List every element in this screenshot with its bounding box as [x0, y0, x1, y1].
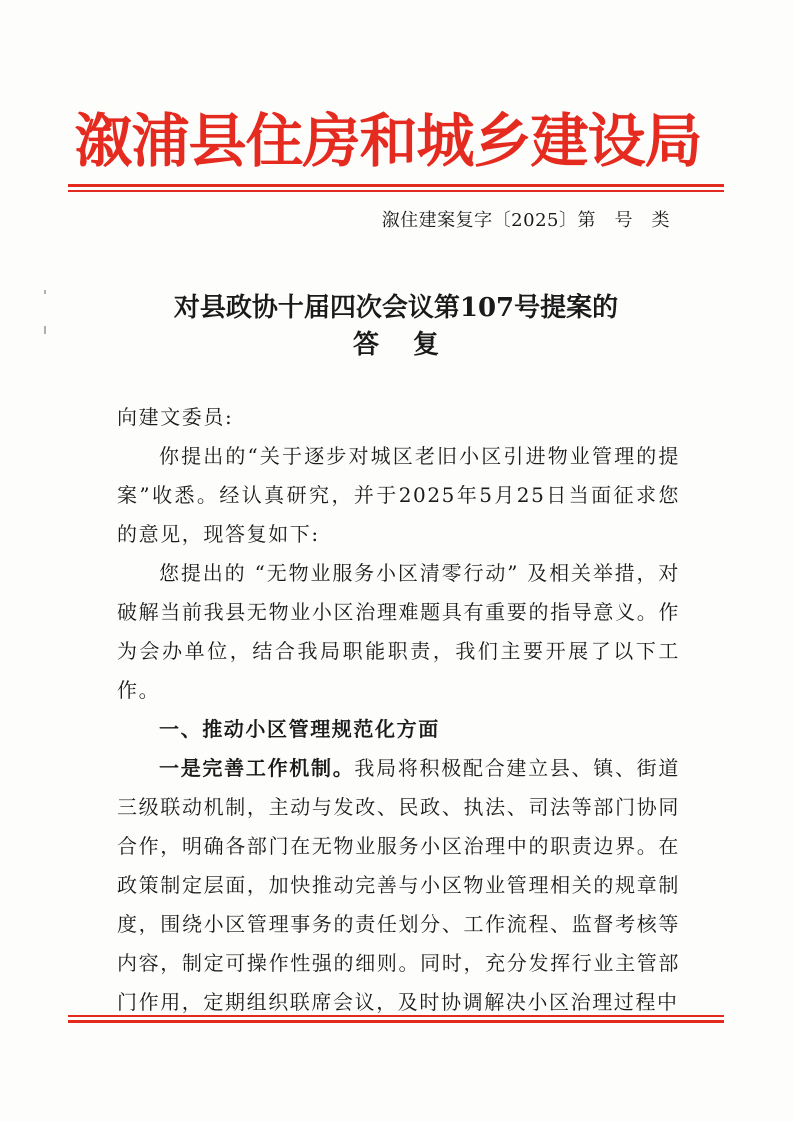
paragraph-1: 你提出的“关于逐步对城区老旧小区引进物业管理的提案”收悉。经认真研究，并于2025年5月25日当面征求您的意见，现答复如下: — [117, 444, 680, 546]
paragraph-3 — [117, 749, 680, 1022]
binding-mark — [44, 326, 46, 334]
header-red-rule-thick — [68, 184, 724, 187]
reply-title-line2: 答复 — [352, 330, 473, 360]
section-heading-1: 一、推动小区管理规范化方面 — [159, 717, 440, 741]
paragraph-3-lead: 一是完善工作机制。 — [159, 756, 355, 780]
reply-body — [117, 398, 680, 1022]
agency-masthead: 溆浦县住房和城乡建设局 — [74, 107, 702, 175]
footer-red-rule-thin — [68, 1015, 724, 1017]
header-red-rule-thin — [68, 190, 724, 192]
binding-mark — [44, 290, 46, 294]
paragraph-3-text: 我局将积极配合建立县、镇、街道三级联动机制，主动与发改、民政、执法、司法等部门协同合作，明确各部门在无物业服务小区治理中的职责边界。在政策制定层面，加快推动完善与小区物业管理相关的规章制度，围绕小区管理事务的责任划分、工作流程、监督考核等内容，制定可操作性强的细则。同时，充分发挥行业主管部门作用，定期组织联席会议，及时协调解决小区治理过程中 — [117, 756, 681, 1014]
document-number: 溆住建案复字〔2025〕第 号 类 — [381, 210, 670, 231]
reply-title-line1: 对县政协十届四次会议第107号提案的 — [173, 293, 619, 323]
salutation: 向建文委员: — [117, 405, 234, 429]
footer-red-rule-thick — [68, 1020, 724, 1023]
paragraph-2: 您提出的 “无物业服务小区清零行动” 及相关举措，对破解当前我县无物业小区治理难题具有重要的指导意义。作为会办单位，结合我局职能职责，我们主要开展了以下工作。 — [117, 561, 680, 702]
